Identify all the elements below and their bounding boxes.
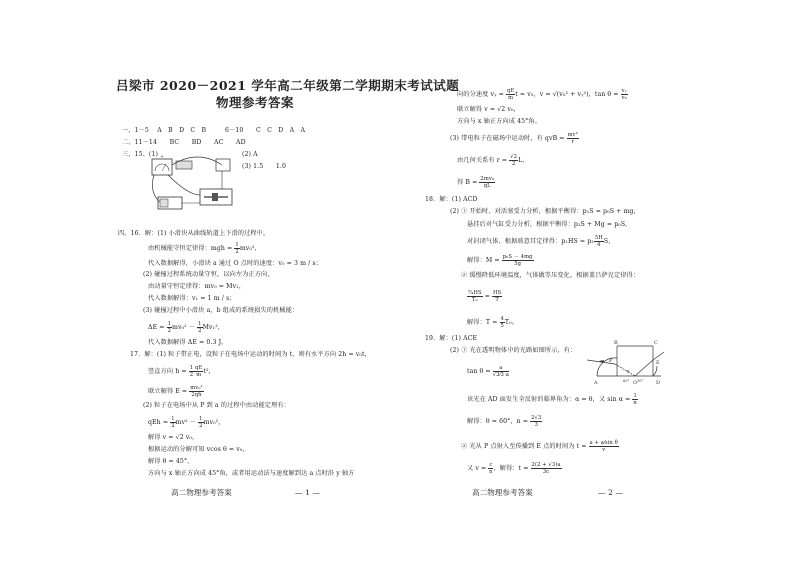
document-title: 吕梁市 2020－2021 学年高二年级第二学期期末考试试题: [116, 78, 460, 93]
q19-line: tan θ = $\frac{a}{√3⁄3 a}$: [467, 365, 509, 378]
q17-continued-line: (3) 带电粒子在磁场中运动时，有 qvB = $\frac{\text{mv²}}{r}$: [450, 132, 578, 145]
fraction: $\frac{1}{2}$: [235, 242, 239, 255]
q16-line: (3) 碰撞过程中小滑块 a，b 组成的系统损失的机械能：: [143, 307, 299, 314]
q19-heading: 19．解：(1) ACE: [425, 335, 478, 342]
q18-line: 对封闭气体，根据玻意耳定律得：p₁HS = p₂ $\frac{5H}{4}$ S，: [467, 235, 615, 248]
choice-answers-row: 一、1－5 A B D C B 6－10 C C D A A: [122, 127, 306, 134]
q19-line: 又 v = $\frac{c}{n}$ ，解得：t = $\frac{2(2 + √3)a}{3c}$: [467, 462, 561, 475]
q17-continued-line: 得 B = $\frac{\text{2mv₀}}{qL}$: [457, 176, 495, 189]
q19-line: (2) ① 光在透明物体中的光路如图所示，有：: [450, 347, 577, 354]
q18-line: ② 缓慢降低环境温度，气体做等压变化，根据盖吕萨克定律得：: [461, 272, 640, 279]
q17-continued-line: 由几何关系有 r = $\frac{√2}{2}$ L，: [457, 154, 529, 167]
q18-line: 解得：M = $\frac{\text{p₀S － 4mg}}{5g}$: [467, 254, 533, 267]
q16-line: 由动量守恒定律得：mv₀ = Mv₁，: [148, 283, 246, 290]
q19-line: 该光在 AD 面发生全反射的临界角为：α = θ，又 sin α = $\frac{1}{n}$: [467, 393, 637, 406]
q18-line: 悬挂后对气缸受力分析，根据平衡得：p₂S + Mg = p₀S，: [467, 221, 632, 228]
q16-heading: 四、16．解：(1) 小滑块从曲线轨道上下滑的过程中，: [118, 230, 270, 237]
q17-line: (2) 粒子在电场中从 P 到 a 的过程中由动能定理有：: [143, 402, 290, 409]
q17-continued-line: 向的分速度 vᵧ = $\frac{qE}{m}$ t = v₀，v = √(v₀² + vᵧ²)，tan θ = $\frac{\text{vᵧ}}{\text{v₀}}$: [457, 88, 627, 101]
q16-line: 代入数据解得 ΔE = 0.3 J。: [148, 339, 228, 346]
footer-course-name: 高二物理参考答案: [171, 488, 232, 497]
q18-gas-law-equation: $\frac{\text{⁵⁄₄HS}}{\text{T₀}}$ = $\frac{HS}{T}$: [468, 290, 502, 303]
q17-line: 解得 θ = 45°，: [148, 458, 194, 465]
q18-line: (2) ① 开始时，对活塞受力分析，根据平衡得：p₁S = p₀S + mg，: [450, 208, 640, 215]
point-label-E: E: [656, 360, 660, 366]
q15-part3: (3) 1.5 1.0: [242, 163, 286, 170]
q17-line: qEh = $\frac{1}{2}$ mv² － $\frac{1}{2}$ mv₀²，: [148, 416, 225, 429]
point-label-O: O: [633, 380, 638, 386]
q16-line: 代入数据解得，小滑块 a 通过 O 点时的速度：v₀ = 3 m / s；: [148, 260, 322, 267]
q18-line: 解得：T = $\frac{4}{5}$ T₀。: [467, 316, 519, 329]
q17-line: 解得 v = √2 v₀，: [148, 434, 199, 441]
q17-heading: 17．解：(1) 粒子带正电，设粒子在电场中运动的时间为 t，则有水平方向 2h = v₀t，: [130, 351, 371, 358]
q19-line: 解得：θ = 60°，n = $\frac{2√3}{3}$: [467, 415, 542, 428]
point-label-A: A: [594, 380, 598, 386]
multi-choice-answers-row: 二、11－14 BC BD AC AD: [122, 139, 246, 146]
q17-line: 方向与 x 轴正方向成 45°角，或者用运动法与速度解到达 a 点时沿 y 轴方: [148, 470, 355, 477]
q15-label: 三、15、(1): [122, 151, 159, 158]
angle-label-theta: θ: [627, 369, 630, 374]
point-label-D: D: [656, 380, 661, 386]
q15-part2: (2) A: [242, 151, 258, 158]
q16-line: 代入数据解得：v₁ = 1 m / s；: [148, 295, 236, 302]
point-label-P: P: [609, 358, 613, 364]
footer-page-number: — 1 —: [295, 488, 321, 497]
document-subtitle: 物理参考答案: [216, 95, 295, 110]
q16-line: ΔE = $\frac{1}{2}$ mv₀² － $\frac{1}{2}$ Mv₁²，: [148, 321, 225, 334]
q17-line: 联立解得 E = $\frac{\text{mv₀²}}{2qh}$: [148, 385, 203, 398]
q19-line: ② 光从 P 点射入至传播到 E 点的时间为 t = $\frac{\text{a + a⁄sin θ}}{v}$: [461, 440, 618, 453]
q17-continued-line: 联立解得 v = √2 v₀，: [457, 106, 520, 113]
point-label-C: C: [654, 340, 658, 346]
q16-line: (2) 碰撞过程系统动量守恒，以向左为正方向，: [143, 271, 274, 278]
footer-page-number: — 2 —: [598, 488, 624, 497]
point-label-B: B: [614, 340, 618, 346]
footer-course-name: 高二物理参考答案: [472, 488, 533, 497]
optics-light-path-diagram: [587, 338, 665, 386]
q17-line: 根据运动的分解可知 vcos θ = v₀，: [148, 446, 249, 453]
q17-continued-line: 方向与 x 轴正方向成 45°角。: [457, 118, 541, 125]
answer-page-2: [397, 0, 794, 561]
angle-label-60: 60°: [623, 379, 630, 383]
q16-line: 由机械能守恒定律得：mgh = $\frac{1}{2}$ mv₀²，: [148, 242, 261, 255]
q17-line: 竖直方向 h = $\frac{1}{2}$ $\frac{qE}{m}$ t²，: [148, 365, 215, 378]
circuit-diagram: [148, 155, 240, 213]
meter-plus-sign: +: [159, 155, 165, 160]
q18-heading: 18．解：(1) ACD: [425, 196, 478, 203]
angle-label-30: 30°: [637, 379, 644, 383]
